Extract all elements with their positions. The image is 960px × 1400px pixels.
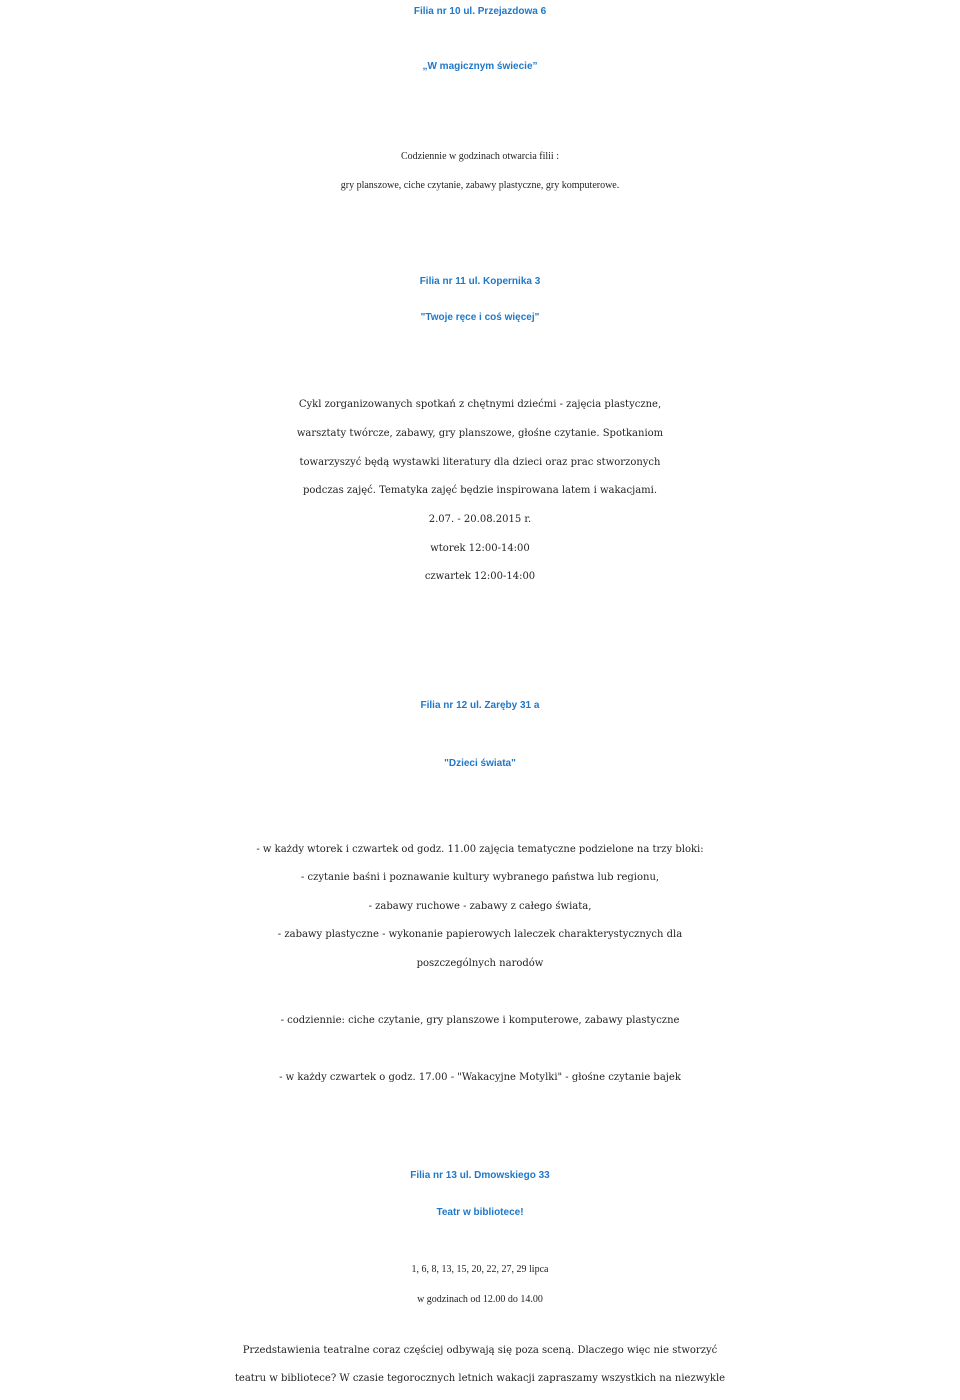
filia10-title: „W magicznym świecie” bbox=[422, 61, 538, 72]
filia12-line-2: - czytanie baśni i poznawanie kultury wybranego państwa lub regionu, bbox=[300, 872, 660, 883]
filia11-thursday: czwartek 12:00-14:00 bbox=[424, 571, 536, 582]
filia12-line-1: - w każdy wtorek i czwartek od godz. 11.00 zajęcia tematyczne podzielone na trzy bloki: bbox=[256, 844, 704, 855]
filia13-line-1: Przedstawienia teatralne coraz częściej odbywają się poza sceną. Dlaczego więc nie stworzyć bbox=[242, 1345, 718, 1356]
filia10-line-2: gry planszowe, ciche czytanie, zabawy plastyczne, gry komputerowe. bbox=[340, 180, 620, 191]
filia10-line-1: Codziennie w godzinach otwarcia filii : bbox=[400, 151, 559, 162]
filia12-line-3: - zabawy ruchowe - zabawy z całego świata, bbox=[368, 901, 592, 912]
filia11-line-4: podczas zajęć. Tematyka zajęć będzie inspirowana latem i wakacjami. bbox=[302, 485, 658, 496]
filia12-title: "Dzieci świata" bbox=[444, 758, 516, 769]
filia13-line-2: teatru w bibliotece? W czasie tegorocznych letnich wakacji zapraszamy wszystkich na niezwykle bbox=[234, 1373, 726, 1384]
filia13-dates: 1, 6, 8, 13, 15, 20, 22, 27, 29 lipca bbox=[411, 1264, 549, 1275]
filia10-heading: Filia nr 10 ul. Przejazdowa 6 bbox=[413, 6, 547, 17]
filia11-line-1: Cykl zorganizowanych spotkań z chętnymi dziećmi - zajęcia plastyczne, bbox=[298, 399, 662, 410]
filia12-line-5: poszczególnych narodów bbox=[416, 958, 544, 969]
filia11-dates: 2.07. - 20.08.2015 r. bbox=[428, 514, 532, 525]
filia13-title: Teatr w bibliotece! bbox=[436, 1207, 524, 1218]
filia11-tuesday: wtorek 12:00-14:00 bbox=[430, 543, 530, 554]
filia11-line-2: warsztaty twórcze, zabawy, gry planszowe, głośne czytanie. Spotkaniom bbox=[296, 428, 664, 439]
filia12-line-6: - codziennie: ciche czytanie, gry planszowe i komputerowe, zabawy plastyczne bbox=[280, 1015, 680, 1026]
filia12-line-4: - zabawy plastyczne - wykonanie papierowych laleczek charakterystycznych dla bbox=[277, 929, 683, 940]
filia13-hours: w godzinach od 12.00 do 14.00 bbox=[417, 1294, 543, 1305]
filia11-title: "Twoje ręce i coś więcej" bbox=[420, 312, 540, 323]
filia11-heading: Filia nr 11 ul. Kopernika 3 bbox=[419, 276, 541, 287]
filia13-heading: Filia nr 13 ul. Dmowskiego 33 bbox=[410, 1170, 550, 1181]
filia12-line-7: - w każdy czwartek o godz. 17.00 - "Wakacyjne Motylki" - głośne czytanie bajek bbox=[279, 1072, 681, 1083]
filia11-line-3: towarzyszyć będą wystawki literatury dla dzieci oraz prac stworzonych bbox=[299, 457, 661, 468]
filia12-heading: Filia nr 12 ul. Zaręby 31 a bbox=[420, 700, 540, 711]
